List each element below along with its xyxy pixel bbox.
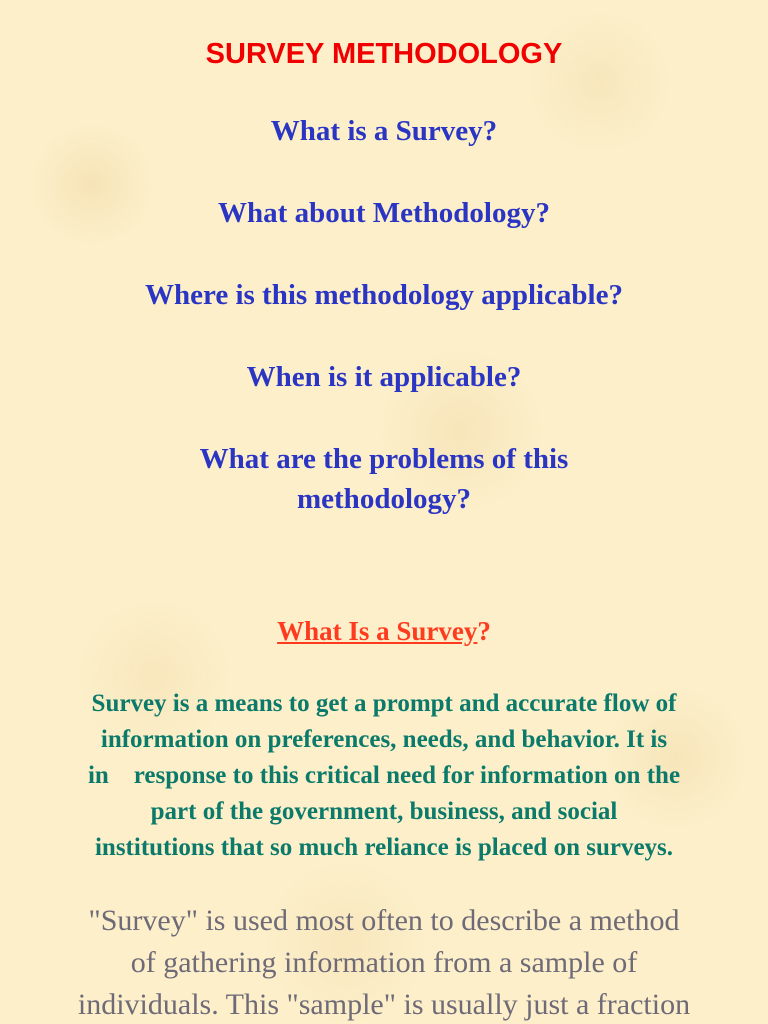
survey-definition-paragraph (18, 686, 750, 866)
question-what-is-survey: What is a Survey? (270, 115, 498, 147)
definition-line-2: information on preferences, needs, and behavior. It is (100, 726, 668, 753)
question-problems-line-2: methodology? (297, 483, 471, 515)
body-line-2: of gathering information from a sample of (130, 946, 638, 979)
question-methodology: What about Methodology? (218, 197, 550, 229)
body-line-3: individuals. This "sample" is usually just a fraction (77, 988, 691, 1021)
definition-line-5: institutions that so much reliance is placed on surveys. (94, 834, 674, 861)
definition-line-4: part of the government, business, and social (150, 798, 618, 825)
section-heading-suffix: ? (477, 616, 491, 646)
question-where-applicable: Where is this methodology applicable? (145, 279, 623, 311)
question-when-applicable: When is it applicable? (246, 361, 522, 393)
body-line-1: "Survey" is used most often to describe a method (88, 904, 680, 937)
survey-definition-link[interactable]: What Is a Survey (277, 616, 478, 646)
definition-line-1: Survey is a means to get a prompt and accurate flow of (91, 690, 677, 717)
definition-line-3: in response to this critical need for information on the (87, 762, 681, 789)
section-heading (0, 612, 768, 650)
question-problems (0, 439, 768, 519)
question-problems-line-1: What are the problems of this (199, 443, 569, 475)
survey-body-paragraph (0, 900, 768, 1024)
page-title: SURVEY METHODOLOGY (205, 38, 563, 70)
